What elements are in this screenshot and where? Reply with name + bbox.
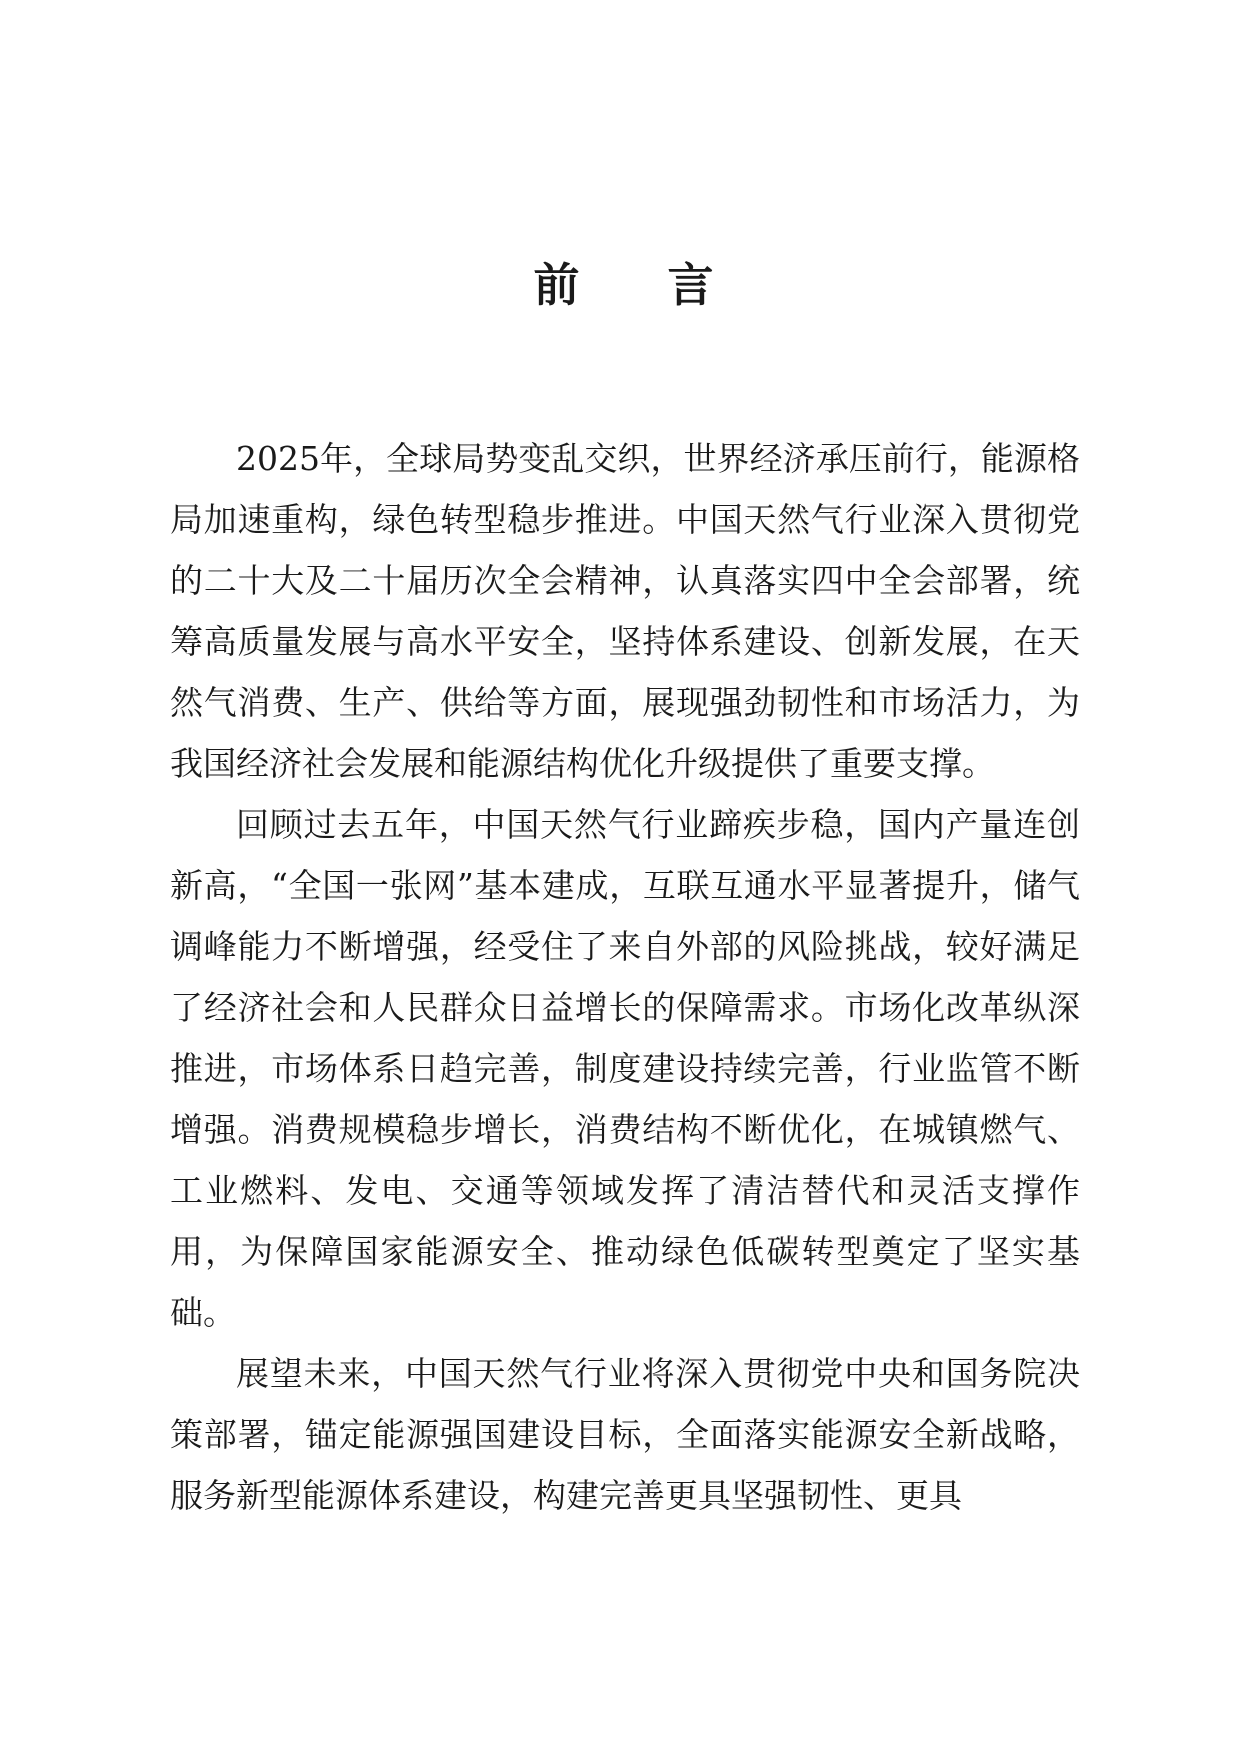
paragraph-2: 回顾过去五年，中国天然气行业蹄疾步稳，国内产量连创新高，“全国一张网”基本建成，互联互通水平显著提升，储气调峰能力不断增强，经受住了来自外部的风险挑战，较好满足了经济社会和人民群众日益增长的保障需求。市场化改革纵深推进，市场体系日趋完善，制度建设持续完善，行业监管不断增强。消费规模稳步增长，消费结构不断优化，在城镇燃气、工业燃料、发电、交通等领域发挥了清洁替代和灵活支撑作用，为保障国家能源安全、推动绿色低碳转型奠定了坚实基础。 xyxy=(170,805,1080,1332)
paragraph-3: 展望未来，中国天然气行业将深入贯彻党中央和国务院决策部署，锚定能源强国建设目标，全面落实能源安全新战略，服务新型能源体系建设，构建完善更具坚强韧性、更具 xyxy=(170,1354,1080,1515)
paragraph-1: 2025年，全球局势变乱交织，世界经济承压前行，能源格局加速重构，绿色转型稳步推进。中国天然气行业深入贯彻党的二十大及二十届历次全会精神，认真落实四中全会部署，统筹高质量发展与高水平安全，坚持体系建设、创新发展，在天然气消费、生产、供给等方面，展现强劲韧性和市场活力，为我国经济社会发展和能源结构优化升级提供了重要支撑。 xyxy=(170,439,1080,783)
preface-body xyxy=(170,428,1080,1526)
title-char-1: 前 xyxy=(533,258,580,312)
page-title xyxy=(0,255,1247,315)
title-char-2: 言 xyxy=(667,258,714,312)
